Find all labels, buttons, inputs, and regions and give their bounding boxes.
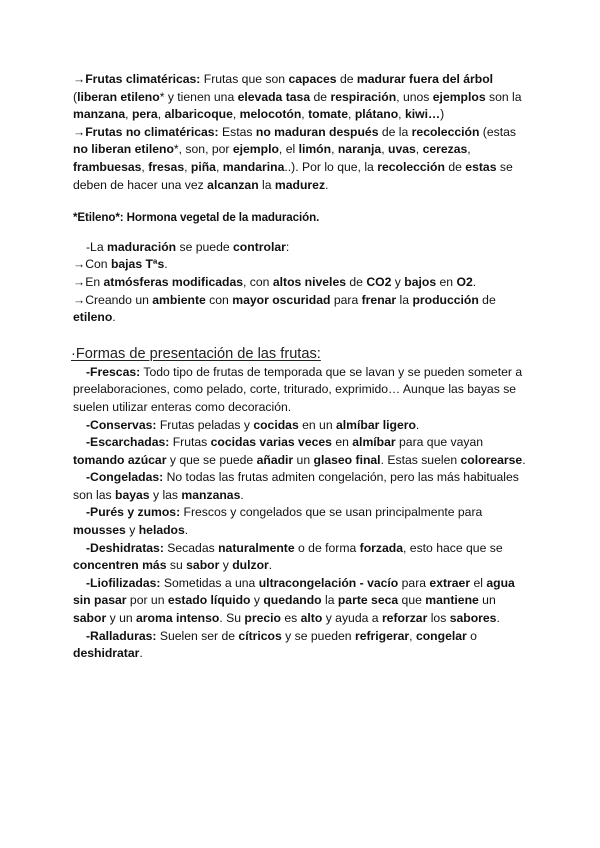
- arrow-icon: →: [73, 72, 86, 86]
- forma-item-deshidratas: [73, 540, 528, 575]
- text-run: ,: [398, 107, 405, 122]
- text-run: .: [164, 257, 168, 272]
- forma-item-liofilizadas: [73, 575, 528, 628]
- bold-text-run: alcanzan: [207, 177, 259, 192]
- bold-text-run: recolección: [377, 159, 445, 174]
- text-run: ,: [125, 107, 132, 122]
- text-run: . Su: [219, 611, 245, 626]
- text-run: ,: [157, 107, 165, 122]
- text-run: ): [440, 107, 445, 122]
- bold-text-run: mousses: [73, 523, 126, 538]
- bold-text-run: fresas: [148, 159, 185, 174]
- text-run: →Creando un: [73, 292, 153, 307]
- spacer: [73, 227, 528, 239]
- text-run: son la: [485, 89, 522, 104]
- bold-text-run: tomando azúcar: [73, 452, 167, 467]
- bold-text-run: controlar: [233, 239, 286, 254]
- text-run: Frutas que son: [200, 72, 289, 86]
- text-run: , unos: [396, 89, 433, 104]
- text-run: ,: [301, 107, 309, 122]
- text-run: ..). Por lo que, la: [284, 159, 378, 174]
- bold-text-run: naturalmente: [218, 540, 295, 555]
- bold-text-run: glaseo final: [313, 452, 381, 467]
- bold-text-run: cerezas: [422, 142, 468, 157]
- bold-text-run: etileno: [73, 310, 113, 325]
- text-run: o: [466, 628, 477, 643]
- text-run: que: [398, 593, 426, 608]
- text-run: ,: [348, 107, 355, 122]
- bold-text-run: -Escarchadas:: [86, 435, 170, 450]
- bold-text-run: albaricoque: [164, 107, 233, 122]
- text-run: y que se puede: [166, 452, 257, 467]
- paragraph-frutas-climatericas: [73, 71, 528, 124]
- bold-text-run: no maduran después: [255, 124, 379, 139]
- bold-text-run: bajos: [404, 274, 437, 289]
- text-run: ,: [184, 159, 191, 174]
- text-run: Todo tipo de frutas de temporada que se lavan y se pueden someter a preelaboraciones, como pelado, corte, triturado, exprimido… Aunque las bayas se suelen utilizar enteras como decoración.: [73, 364, 523, 414]
- text-run: para que vayan: [395, 435, 484, 450]
- text-run: de: [336, 72, 357, 86]
- bold-text-run: melocotón: [239, 107, 302, 122]
- text-run: el: [470, 575, 487, 590]
- text-run: su: [166, 558, 187, 573]
- bold-text-run: agua sin pasar: [73, 575, 515, 608]
- bold-text-run: sabor: [73, 611, 107, 626]
- bold-text-run: aroma intenso: [136, 611, 220, 626]
- runs-climatericas: [73, 72, 522, 121]
- text-run: y: [125, 523, 139, 538]
- text-run: un: [478, 593, 496, 608]
- section-heading-wrap: [71, 345, 528, 364]
- bold-text-run: ejemplo: [232, 142, 279, 157]
- text-run: es: [280, 611, 301, 626]
- text-run: (estas: [479, 124, 516, 139]
- text-run: la: [258, 177, 275, 192]
- text-run: la: [321, 593, 338, 608]
- bold-text-run: -Conservas:: [86, 417, 157, 432]
- forma-item-ralladuras: [73, 628, 528, 663]
- section-heading-formas: ·Formas de presentación de las frutas:: [71, 345, 321, 362]
- text-run: , esto hace que se: [403, 540, 503, 555]
- text-run: Suelen ser de: [156, 628, 239, 643]
- text-run: para: [330, 292, 362, 307]
- text-run: , con: [243, 274, 273, 289]
- text-run: .: [112, 310, 116, 325]
- spacer: [73, 194, 528, 209]
- text-run: *, son, por: [173, 142, 233, 157]
- document-page: [73, 71, 528, 663]
- text-run: se puede: [176, 239, 234, 254]
- bold-text-run: añadir: [256, 452, 294, 467]
- text-run: ,: [215, 159, 223, 174]
- bold-text-run: recolección: [411, 124, 480, 139]
- text-run: de: [478, 292, 496, 307]
- bold-text-run: bayas: [115, 487, 150, 502]
- bold-text-run: Frutas no climatéricas:: [85, 124, 219, 139]
- bold-text-run: extraer: [429, 575, 471, 590]
- bold-text-run: manzanas: [181, 487, 241, 502]
- bold-text-run: ultracongelación - vacío: [258, 575, 399, 590]
- text-run: . Estas suelen: [380, 452, 461, 467]
- text-run: -La: [86, 239, 108, 254]
- text-run: la: [396, 292, 413, 307]
- bold-text-run: pera: [131, 107, 158, 122]
- text-run: →En: [73, 274, 104, 289]
- bold-text-run: congelar: [415, 628, 467, 643]
- bold-text-run: almíbar ligero: [336, 417, 416, 432]
- bold-text-run: capaces: [288, 72, 337, 86]
- bold-text-run: concentren más: [73, 558, 167, 573]
- text-run: * y tienen una: [159, 89, 238, 104]
- bold-text-run: helados: [138, 523, 185, 538]
- text-run: los: [427, 611, 450, 626]
- bold-text-run: mandarina: [222, 159, 285, 174]
- bold-text-run: CO2: [366, 274, 392, 289]
- bold-text-run: mayor oscuridad: [232, 292, 331, 307]
- text-run: , el: [278, 142, 299, 157]
- text-run: y se pueden: [281, 628, 355, 643]
- bold-text-run: bajas Tªs: [110, 257, 165, 272]
- bold-text-run: refrigerar: [354, 628, 410, 643]
- forma-item-frescas: [73, 364, 528, 417]
- text-run: .: [415, 417, 420, 432]
- text-run: Sometidas a una: [160, 575, 259, 590]
- bold-text-run: precio: [244, 611, 281, 626]
- bold-text-run: maduración: [107, 239, 177, 254]
- bold-text-run: manzana: [73, 107, 126, 122]
- text-run: y: [391, 274, 405, 289]
- text-run: ,: [232, 107, 240, 122]
- text-run: o de forma: [294, 540, 360, 555]
- text-run: de: [346, 274, 367, 289]
- bold-text-run: piña: [190, 159, 216, 174]
- bold-text-run: parte seca: [337, 593, 399, 608]
- bold-text-run: frambuesas: [73, 159, 142, 174]
- text-run: en: [436, 274, 457, 289]
- text-run: en: [331, 435, 353, 450]
- text-run: .: [472, 274, 477, 289]
- bold-text-run: liberan etileno: [77, 89, 160, 104]
- bold-text-run: frenar: [361, 292, 397, 307]
- forma-item-conservas: [73, 417, 528, 435]
- arrow-icon: →: [73, 124, 86, 139]
- bold-text-run: O2: [456, 274, 473, 289]
- maduracion-item-bajas-temperaturas: [73, 256, 528, 274]
- text-run: Secadas: [163, 540, 219, 555]
- bold-text-run: alto: [300, 611, 323, 626]
- bold-text-run: cocidas: [253, 417, 299, 432]
- text-run: y las: [149, 487, 182, 502]
- text-run: y ayuda a: [322, 611, 382, 626]
- bold-text-run: reforzar: [381, 611, 428, 626]
- text-run: se deben de hacer una vez: [73, 159, 513, 192]
- text-run: .: [325, 177, 329, 192]
- forma-item-escarchadas: [73, 434, 528, 469]
- text-run: con: [205, 292, 233, 307]
- footnote-etileno: *Etileno*: Hormona vegetal de la maduración.: [73, 211, 320, 225]
- bold-text-run: tomate: [308, 107, 349, 122]
- forma-item-congeladas: [73, 469, 528, 504]
- bold-text-run: naranja: [337, 142, 382, 157]
- bold-text-run: estas: [465, 159, 497, 174]
- bold-text-run: altos niveles: [272, 274, 347, 289]
- bold-text-run: limón: [298, 142, 332, 157]
- bold-text-run: madurez: [274, 177, 326, 192]
- text-run: Frescos y congelados que se usan principalmente para: [180, 505, 483, 520]
- runs-no-climatericas: [73, 125, 516, 192]
- bold-text-run: deshidratar: [73, 646, 140, 661]
- text-run: ,: [381, 142, 388, 157]
- bold-text-run: -Congeladas:: [86, 470, 164, 485]
- bold-text-run: elevada tasa: [237, 89, 311, 104]
- bold-text-run: plátano: [354, 107, 399, 122]
- paragraph-frutas-no-climatericas: [73, 124, 528, 194]
- text-run: .: [522, 452, 526, 467]
- bold-text-run: sabor: [186, 558, 220, 573]
- bold-text-run: -Deshidratas:: [86, 540, 164, 555]
- text-run: .: [139, 646, 143, 661]
- bold-text-run: ambiente: [152, 292, 206, 307]
- text-run: Frutas peladas y: [156, 417, 254, 432]
- text-run: No todas las frutas admiten congelación, pero las más habituales son las: [73, 470, 519, 502]
- text-run: Frutas: [169, 435, 211, 450]
- maduracion-item-atmosferas: [73, 274, 528, 292]
- bold-text-run: -Purés y zumos:: [86, 505, 181, 520]
- text-run: Estas: [218, 124, 256, 139]
- bold-text-run: estado líquido: [167, 593, 251, 608]
- text-run: .: [184, 523, 189, 538]
- maduracion-item-oscuridad: [73, 292, 528, 327]
- text-run: ,: [409, 628, 416, 643]
- bold-text-run: forzada: [359, 540, 404, 555]
- bold-text-run: kiwi…: [404, 107, 441, 122]
- bold-text-run: madurar fuera del árbol: [356, 72, 494, 86]
- bold-text-run: atmósferas modificadas: [103, 274, 244, 289]
- bold-text-run: -Ralladuras:: [86, 628, 157, 643]
- text-run: .: [240, 487, 244, 502]
- text-run: y: [250, 593, 264, 608]
- text-run: un: [293, 452, 314, 467]
- text-run: ,: [415, 142, 423, 157]
- bold-text-run: no liberan etileno: [73, 142, 174, 157]
- text-run: en un: [298, 417, 336, 432]
- bold-text-run: quedando: [263, 593, 322, 608]
- text-run: .: [268, 558, 273, 573]
- text-run: de: [310, 89, 331, 104]
- text-run: y un: [106, 611, 137, 626]
- bold-text-run: ejemplos: [432, 89, 486, 104]
- bold-text-run: dulzor: [232, 558, 269, 573]
- maduracion-intro: [73, 239, 528, 257]
- text-run: →Con: [73, 257, 111, 272]
- bold-text-run: sabores: [449, 611, 497, 626]
- forma-item-pures-zumos: [73, 504, 528, 539]
- text-run: por un: [126, 593, 168, 608]
- text-run: de: [444, 159, 466, 174]
- bold-text-run: cítricos: [238, 628, 282, 643]
- bold-text-run: almíbar: [352, 435, 396, 450]
- bold-text-run: cocidas varias veces: [210, 435, 332, 450]
- bold-text-run: -Frescas:: [86, 364, 141, 379]
- spacer: [73, 327, 528, 345]
- bold-text-run: producción: [412, 292, 479, 307]
- text-run: (: [73, 89, 78, 104]
- text-run: ,: [467, 142, 471, 157]
- text-run: ,: [331, 142, 338, 157]
- bold-text-run: Frutas climatéricas:: [85, 72, 201, 86]
- text-run: y: [219, 558, 233, 573]
- bold-text-run: mantiene: [425, 593, 479, 608]
- text-run: ,: [141, 159, 149, 174]
- bold-text-run: colorearse: [460, 452, 523, 467]
- bold-text-run: uvas: [388, 142, 416, 157]
- text-run: :: [285, 239, 290, 254]
- bold-text-run: respiración: [330, 89, 397, 104]
- text-run: .: [496, 611, 500, 626]
- text-run: de la: [378, 124, 412, 139]
- text-run: para: [398, 575, 430, 590]
- bold-text-run: -Liofilizadas:: [86, 575, 161, 590]
